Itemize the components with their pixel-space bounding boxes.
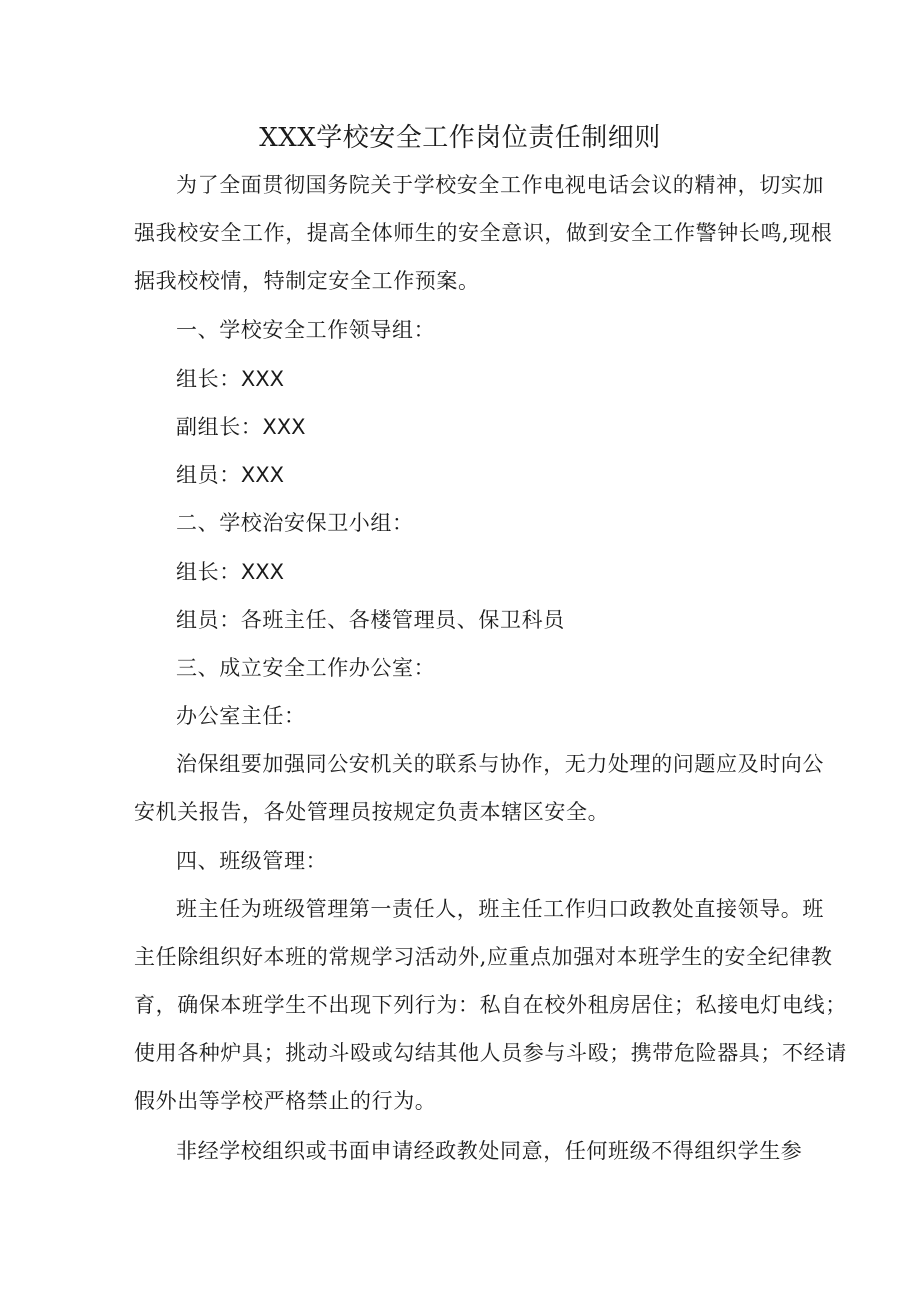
section-4-heading: 四、班级管理： [176, 849, 328, 873]
intro-line-1: 为了全面贯彻国务院关于学校安全工作电视电话会议的精神，切实加 [176, 173, 824, 197]
intro-line-2: 强我校安全工作，提高全体师生的安全意识，做到安全工作警钟长鸣,现根 [134, 221, 833, 245]
document-title: XXX学校安全工作岗位责任制细则 [259, 123, 661, 153]
section-1-heading: 一、学校安全工作领导组： [176, 318, 436, 342]
leader-label: 组长： [176, 367, 241, 391]
deputy-label: 副组长： [176, 415, 263, 439]
section-4-para-line-3: 育，确保本班学生不出现下列行为：私自在校外租房居住；私接电灯电线； [134, 993, 847, 1017]
section-1-member [176, 460, 806, 490]
section-2-members: 组员：各班主任、各楼管理员、保卫科员 [176, 608, 565, 632]
member-label: 组员： [176, 463, 241, 487]
section-4-para-line-5: 假外出等学校严格禁止的行为。 [134, 1089, 437, 1113]
section-4-para-2-line-1: 非经学校组织或书面申请经政教处同意，任何班级不得组织学生参 [176, 1139, 803, 1163]
section-4-para-line-4: 使用各种炉具；挑动斗殴或勾结其他人员参与斗殴；携带危险器具；不经请 [134, 1041, 847, 1065]
leader-label: 组长： [176, 560, 241, 584]
section-3-para-line-2: 安机关报告，各处管理员按规定负责本辖区安全。 [134, 800, 610, 824]
section-4-para-line-1: 班主任为班级管理第一责任人，班主任工作归口政教处直接领导。班 [176, 897, 824, 921]
office-director: 办公室主任： [176, 704, 306, 728]
leader-name: XXX [240, 560, 284, 584]
section-2-leader [176, 557, 806, 587]
intro-line-3: 据我校校情，特制定安全工作预案。 [134, 269, 480, 293]
section-3-heading: 三、成立安全工作办公室： [176, 656, 436, 680]
section-1-deputy [176, 412, 806, 442]
section-1-leader [176, 364, 806, 394]
section-3-para-line-1: 治保组要加强同公安机关的联系与协作，无力处理的问题应及时向公 [176, 752, 824, 776]
leader-name: XXX [240, 367, 284, 391]
deputy-name: XXX [262, 415, 306, 439]
member-name: XXX [240, 463, 284, 487]
section-4-para-line-2: 主任除组织好本班的常规学习活动外,应重点加强对本班学生的安全纪律教 [134, 945, 833, 969]
section-2-heading: 二、学校治安保卫小组： [176, 511, 414, 535]
